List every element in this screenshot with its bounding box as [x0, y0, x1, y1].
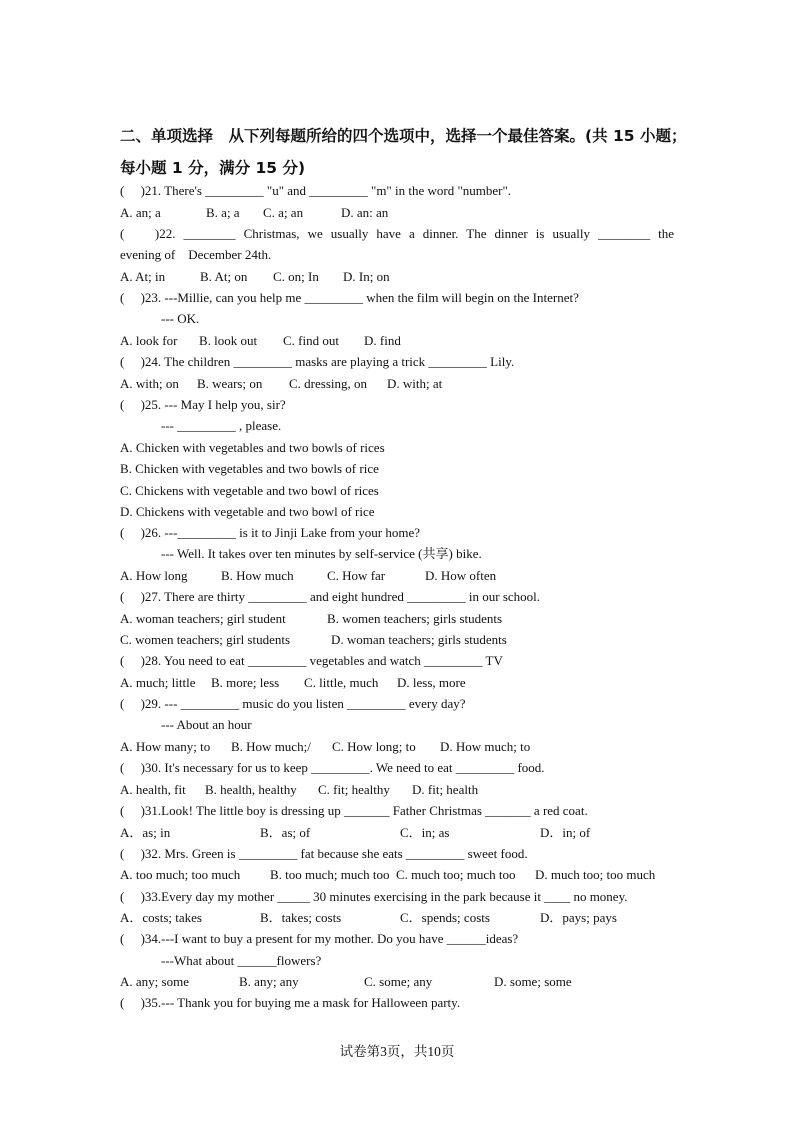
question-30-stem: ( )30. It's necessary for us to keep _________. We need to eat _________ food. — [120, 760, 545, 775]
q22-option-c: C. on; In — [273, 269, 319, 284]
q21-option-a: A. an; a — [120, 205, 161, 220]
q24-option-c: C. dressing, on — [289, 376, 367, 391]
question-34-reply: ---What about ______flowers? — [161, 953, 322, 968]
question-25-stem: ( )25. --- May I help you, sir? — [120, 397, 286, 412]
q27-option-c: C. women teachers; girl students — [120, 632, 291, 647]
q30-option-c: C. fit; healthy — [318, 782, 390, 797]
q29-option-b: B. How much;/ — [231, 739, 311, 754]
q30-option-b: B. health, healthy — [205, 782, 297, 797]
section-heading-line2: 每小题 1 分，满分 15 分) — [120, 159, 306, 177]
q25-option-c: C. Chickens with vegetable and two bowl of rices — [120, 483, 379, 498]
q27-option-a: A. woman teachers; girl student — [120, 611, 286, 626]
q25-option-d: D. Chickens with vegetable and two bowl of rice — [120, 504, 375, 519]
q26-option-a: A. How long — [120, 568, 188, 583]
page-footer: 试卷第3页，共10页 — [339, 1044, 455, 1059]
question-22-stem-cont: evening of December 24th. — [120, 247, 272, 262]
question-32-stem: ( )32. Mrs. Green is _________ fat because she eats _________ sweet food. — [120, 846, 528, 861]
q23-option-b: B. look out — [199, 333, 258, 348]
question-29-reply: --- About an hour — [161, 717, 252, 732]
q31-option-c: C．in; as — [400, 825, 450, 840]
q34-option-c: C. some; any — [364, 974, 433, 989]
question-33-stem: ( )33.Every day my mother _____ 30 minutes exercising in the park because it ____ no money. — [120, 889, 628, 904]
q28-option-c: C. little, much — [304, 675, 379, 690]
q24-option-a: A. with; on — [120, 376, 179, 391]
q22-option-b: B. At; on — [200, 269, 248, 284]
question-23-stem: ( )23. ---Millie, can you help me _________ when the film will begin on the Internet? — [120, 290, 579, 305]
question-31-stem: ( )31.Look! The little boy is dressing up _______ Father Christmas _______ a red coat. — [120, 803, 588, 818]
question-24-stem: ( )24. The children _________ masks are playing a trick _________ Lily. — [120, 354, 515, 369]
q25-option-b: B. Chicken with vegetables and two bowls of rice — [120, 461, 379, 476]
q33-option-d: D．pays; pays — [540, 910, 617, 925]
question-35-stem: ( )35.--- Thank you for buying me a mask for Halloween party. — [120, 995, 461, 1010]
q21-option-d: D. an: an — [341, 205, 389, 220]
q34-option-b: B. any; any — [239, 974, 299, 989]
q30-option-a: A. health, fit — [120, 782, 186, 797]
question-21-stem: ( )21. There's _________ "u" and _________ "m" in the word "number". — [120, 183, 512, 198]
q32-option-c: C. much too; much too — [396, 867, 516, 882]
question-26-stem: ( )26. ---_________ is it to Jinji Lake from your home? — [120, 525, 421, 540]
q32-option-a: A. too much; too much — [120, 867, 241, 882]
q23-option-a: A. look for — [120, 333, 178, 348]
q25-option-a: A. Chicken with vegetables and two bowls of rices — [120, 440, 385, 455]
q24-option-b: B. wears; on — [197, 376, 263, 391]
question-23-reply: --- OK. — [161, 311, 200, 326]
q22-option-a: A. At; in — [120, 269, 166, 284]
q26-option-b: B. How much — [221, 568, 294, 583]
q26-option-c: C. How far — [327, 568, 386, 583]
q31-option-b: B．as; of — [260, 825, 311, 840]
q31-option-a: A．as; in — [120, 825, 171, 840]
q27-option-b: B. women teachers; girls students — [327, 611, 503, 626]
question-27-stem: ( )27. There are thirty _________ and eight hundred _________ in our school. — [120, 589, 541, 604]
question-34-stem: ( )34.---I want to buy a present for my mother. Do you have ______ideas? — [120, 931, 519, 946]
q34-option-d: D. some; some — [494, 974, 572, 989]
q32-option-d: D. much too; too much — [535, 867, 656, 882]
q32-option-b: B. too much; much too — [270, 867, 390, 882]
q24-option-d: D. with; at — [387, 376, 443, 391]
q29-option-a: A. How many; to — [120, 739, 211, 754]
q27-option-d: D. woman teachers; girls students — [331, 632, 507, 647]
q23-option-d: D. find — [364, 333, 401, 348]
section-heading-line1: 二、单项选择 从下列每题所给的四个选项中，选择一个最佳答案。(共 15 小题； — [120, 127, 687, 145]
q22-option-d: D. In; on — [343, 269, 390, 284]
q26-option-d: D. How often — [425, 568, 497, 583]
q21-option-c: C. a; an — [263, 205, 304, 220]
q33-option-a: A．costs; takes — [120, 910, 202, 925]
q33-option-c: C．spends; costs — [400, 910, 490, 925]
question-28-stem: ( )28. You need to eat _________ vegetables and watch _________ TV — [120, 653, 503, 668]
q31-option-d: D．in; of — [540, 825, 591, 840]
q23-option-c: C. find out — [283, 333, 339, 348]
q33-option-b: B．takes; costs — [260, 910, 342, 925]
q29-option-c: C. How long; to — [332, 739, 416, 754]
q30-option-d: D. fit; health — [412, 782, 479, 797]
q21-option-b: B. a; a — [206, 205, 240, 220]
question-29-stem: ( )29. --- _________ music do you listen _________ every day? — [120, 696, 466, 711]
question-25-reply: --- _________ , please. — [161, 418, 282, 433]
question-22-stem: ( )22. ________ Christmas, we usually have a dinner. The dinner is usually ________ the — [120, 226, 674, 241]
q34-option-a: A. any; some — [120, 974, 189, 989]
q28-option-d: D. less, more — [397, 675, 466, 690]
q28-option-a: A. much; little — [120, 675, 196, 690]
q28-option-b: B. more; less — [211, 675, 280, 690]
q29-option-d: D. How much; to — [440, 739, 531, 754]
question-26-reply: --- Well. It takes over ten minutes by self-service (共享) bike. — [161, 546, 482, 561]
